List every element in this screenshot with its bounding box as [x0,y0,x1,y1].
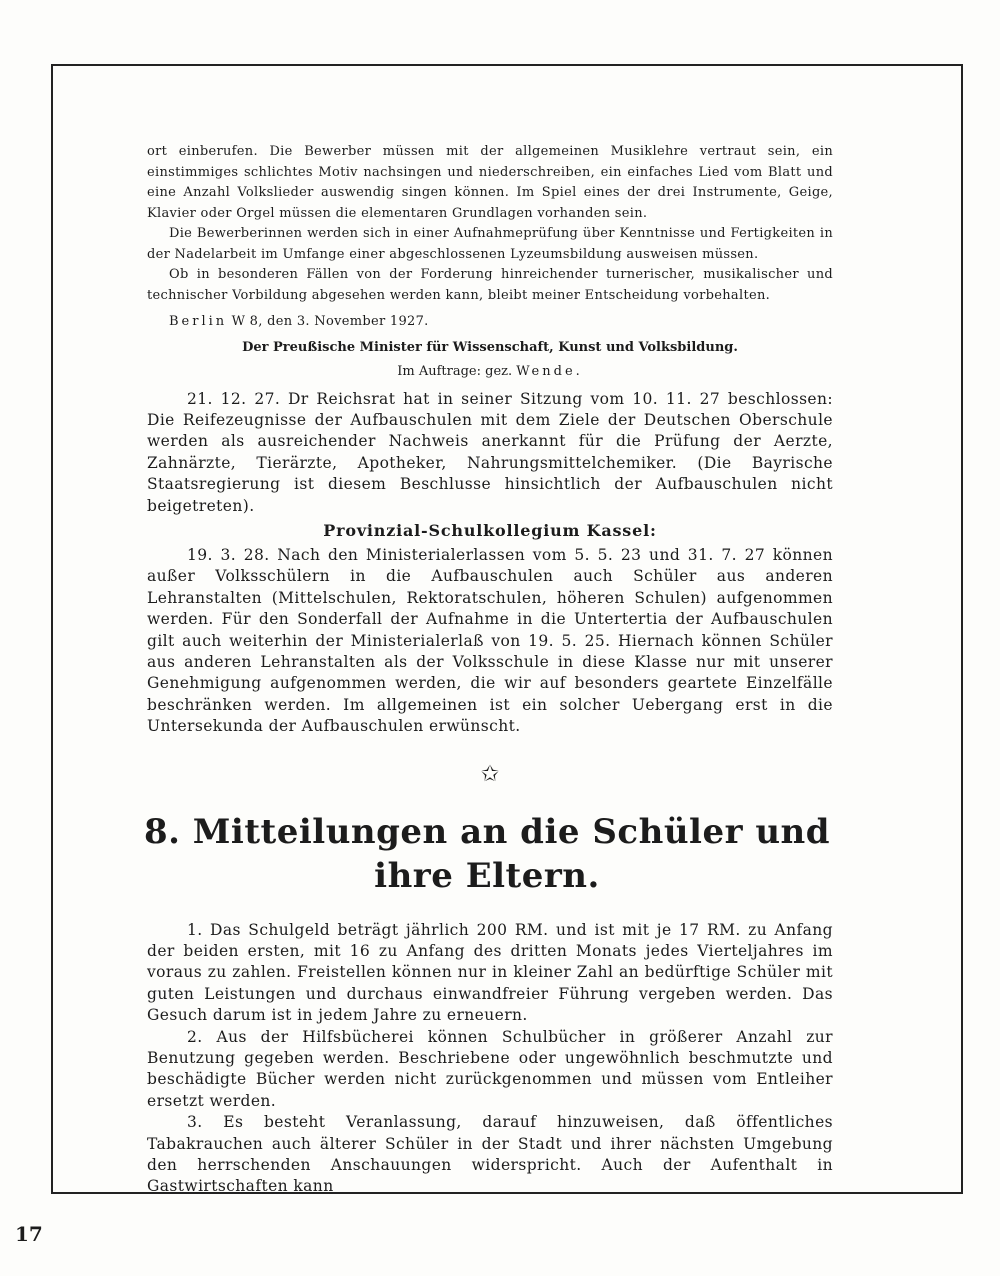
minister-line: Der Preußische Minister für Wissenschaft, Kunst und Volksbildung. [242,339,738,355]
page-content [143,142,833,1198]
signature-prefix: Im Auftrage: gez. [397,363,517,379]
kassel-paragraph: 19. 3. 28. Nach den Ministerialerlassen vom 5. 5. 23 und 31. 7. 27 können außer Volksschülern in die Aufbauschulen auch Schüler aus anderen Lehranstalten (Mittelschulen, Rektoratschulen, höheren Schulen) aufgenommen werden. Für den Sonderfall der Aufnahme in die Untertertia der Aufbauschulen gilt auch weiterhin der Ministerialerlaß von 19. 5. 25. Hiernach können Schüler aus anderen Lehranstalten als der Volksschule in diese Klasse nur mit unserer Genehmigung aufgenommen werden, die wir auf besonders geartete Einzelfälle beschränken werden. Im allgemeinen ist ein solcher Uebergang erst in die Untersekunda der Aufbauschulen erwünscht. [147,545,833,736]
kassel-heading: Provinzial-Schulkollegium Kassel: [323,520,657,540]
page-number: 17 [15,1222,43,1246]
star-icon: ✩ [480,761,500,787]
place-name: Berlin [169,314,228,329]
decree-paragraph-2: Die Bewerberinnen werden sich in einer Aufnahmeprüfung über Kenntnisse und Fertigkeiten in der Nadelarbeit im Umfange einer abgeschlossenen Lyzeumsbildung ausweisen müssen. [147,226,833,262]
signature-line [147,361,833,383]
date-text: W 8, den 3. November 1927. [227,314,429,329]
chapter-paragraph-3: 3. Es besteht Veranlassung, darauf hinzuweisen, daß öffentliches Tabakrauchen auch älterer Schüler in der Stadt und ihrer nächsten Umgebung den herrschenden Anschauungen widerspricht. Auch der Aufenthalt in Gastwirtschaften kann [147,1113,833,1196]
decree-paragraph-1: ort einberufen. Die Bewerber müssen mit der allgemeinen Musiklehre vertraut sein, ein einstimmiges schlichtes Motiv nachsingen und niederschreiben, ein einfaches Lied vom Blatt und eine Anzahl Volkslieder auswendig singen können. Im Spiel eines der drei Instrumente, Geige, Klavier oder Orgel müssen die elementaren Grundlagen vorhanden sein. [147,144,833,221]
decree-paragraph-3: Ob in besonderen Fällen von der Forderung hinreichender turnerischer, musikalischer und technischer Vorbildung abgesehen werden kann, bleibt meiner Entscheidung vorbehalten. [147,267,833,303]
place-date [147,312,833,333]
chapter-paragraph-1: 1. Das Schulgeld beträgt jährlich 200 RM. und ist mit je 17 RM. zu Anfang der beiden ersten, mit 16 zu Anfang des dritten Monats jedes Vierteljahres im voraus zu zahlen. Freistellen können nur in kleiner Zahl an bedürftige Schüler mit guten Leistungen und durchaus einwandfreier Führung vergeben werden. Das Gesuch darum ist in jedem Jahre zu erneuern. [147,920,833,1025]
chapter-title: 8. Mitteilungen an die Schüler und ihre Eltern. [143,811,831,896]
reichsrat-paragraph: 21. 12. 27. Dr Reichsrat hat in seiner Sitzung vom 10. 11. 27 beschlossen: Die Reifezeugnisse der Aufbauschulen mit dem Ziele der Deutschen Oberschule werden als ausreichender Nachweis anerkannt für die Prüfung der Aerzte, Zahnärzte, Tierärzte, Apotheker, Nahrungsmittelchemiker. (Die Bayrische Staatsregierung ist diesem Beschlusse hinsichtlich der Aufbauschulen nicht beigetreten). [147,389,833,515]
chapter-paragraph-2: 2. Aus der Hilfsbücherei können Schulbücher in größerer Anzahl zur Benutzung gegeben werden. Beschriebene oder ungewöhnlich beschmutzte und beschädigte Bücher werden nicht zurückgenommen und müssen vom Entleiher ersetzt werden. [147,1027,833,1110]
signature-name: Wende. [516,363,583,379]
